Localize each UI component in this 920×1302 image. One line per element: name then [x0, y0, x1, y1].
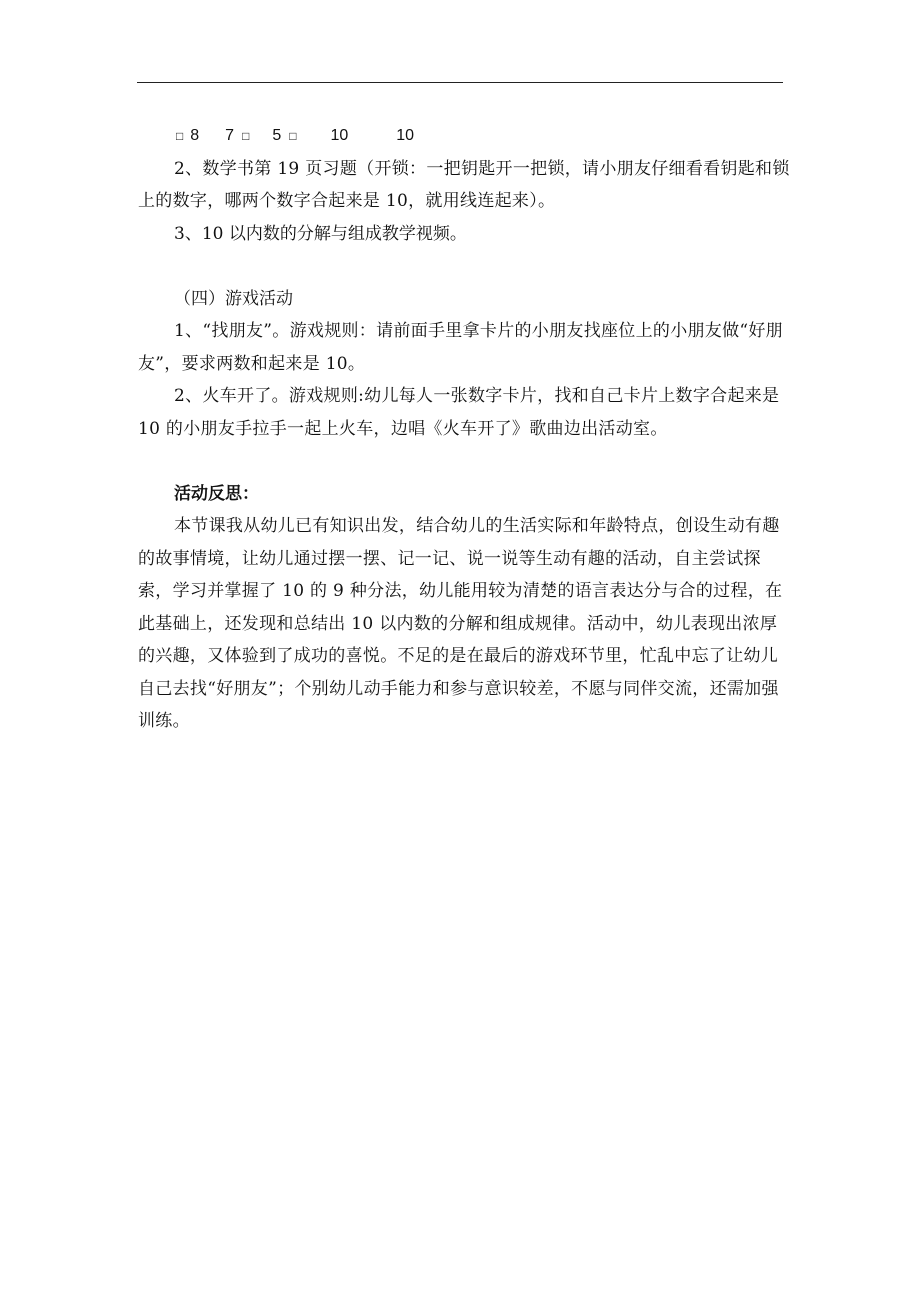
exercise-number: 10 — [396, 127, 415, 144]
document-body — [138, 120, 790, 738]
section-title-game-activity: （四）游戏活动 — [174, 288, 293, 309]
reflection-title: 活动反思： — [174, 483, 259, 504]
exercise-number: 10 — [330, 127, 349, 144]
paragraph-find-friends: 1、“找朋友”。游戏规则：请前面手里拿卡片的小朋友找座位上的小朋友做“好朋友”，要求两数和起来是 10。 — [138, 321, 783, 374]
paragraph-video: 3、10 以内数的分解与组成教学视频。 — [174, 223, 467, 244]
spacer — [138, 445, 790, 478]
exercise-number: 8 — [190, 127, 200, 144]
spacer — [138, 250, 790, 283]
header-rule — [137, 82, 783, 83]
blank-box: □ — [242, 129, 250, 143]
blank-box: □ — [289, 129, 297, 143]
blank-box: □ — [176, 129, 184, 143]
exercise-number: 5 — [272, 127, 282, 144]
exercise-number: 7 — [225, 127, 235, 144]
exercise-row — [138, 120, 790, 153]
reflection-body: 本节课我从幼儿已有知识出发，结合幼儿的生活实际和年龄特点，创设生动有趣的故事情境，让幼儿通过摆一摆、记一记、说一说等生动有趣的活动，自主尝试探索，学习并掌握了 10 的 9 种分法，幼儿能用较为清楚的语言表达分与合的过程，在此基础上，还发现和总结出 10 以内数的分解和组成规律。活动中，幼儿表现出浓厚的兴趣，又体验到了成功的喜悦。不足的是在最后的游戏环节里，忙乱中忘了让幼儿自己去找“好朋友”；个别幼儿动手能力和参与意识较差，不愿与同伴交流，还需加强训练。 — [138, 516, 783, 731]
paragraph-textbook-exercise: 2、数学书第 19 页习题（开锁：一把钥匙开一把锁，请小朋友仔细看看钥匙和锁上的数字，哪两个数字合起来是 10，就用线连起来）。 — [138, 158, 790, 211]
paragraph-train-game: 2、火车开了。游戏规则:幼儿每人一张数字卡片，找和自己卡片上数字合起来是 10 的小朋友手拉手一起上火车，边唱《火车开了》歌曲边出活动室。 — [138, 386, 780, 439]
